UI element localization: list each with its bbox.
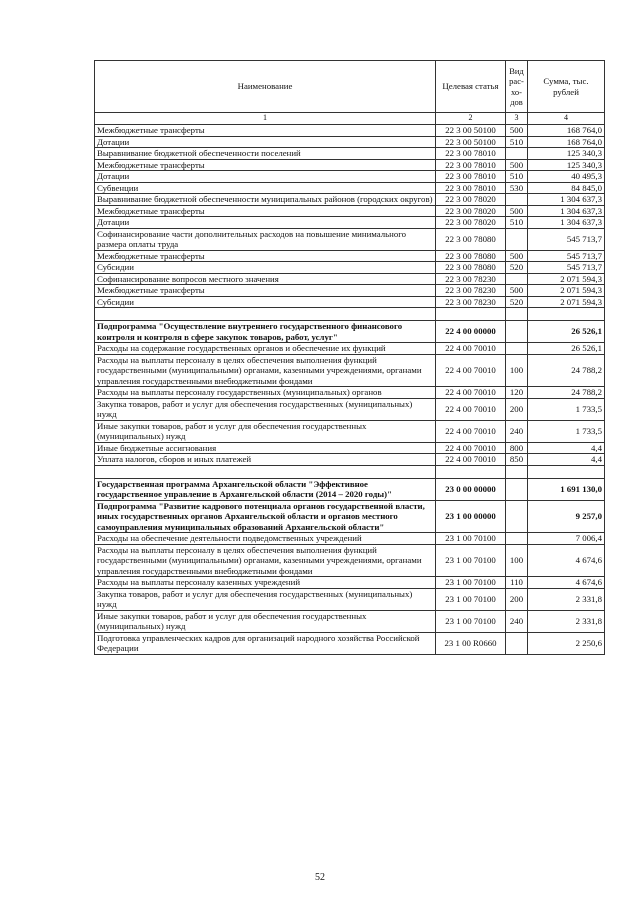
row-target-code: 22 3 00 78080 [436, 262, 506, 274]
row-expense-type [506, 273, 528, 285]
row-target-code: 23 1 00 R0660 [436, 632, 506, 654]
row-sum: 125 340,3 [528, 159, 605, 171]
spacer-row [95, 308, 605, 321]
row-name: Софинансирование части дополнительных расходов на повышение минимального размера оплаты труда [95, 228, 436, 250]
row-sum: 2 071 594,3 [528, 296, 605, 308]
table-row [95, 296, 605, 308]
row-expense-type: 500 [506, 159, 528, 171]
row-target-code: 22 3 00 50100 [436, 125, 506, 137]
row-expense-type: 510 [506, 171, 528, 183]
table-row [95, 136, 605, 148]
row-expense-type [506, 478, 528, 500]
table-row [95, 205, 605, 217]
row-sum: 545 713,7 [528, 262, 605, 274]
table-row [95, 478, 605, 500]
row-sum: 2 071 594,3 [528, 285, 605, 297]
table-row [95, 159, 605, 171]
row-expense-type [506, 321, 528, 343]
row-expense-type [506, 632, 528, 654]
row-name: Субвенции [95, 182, 436, 194]
column-number: 2 [436, 113, 506, 125]
row-target-code: 22 3 00 78010 [436, 148, 506, 160]
row-expense-type: 800 [506, 442, 528, 454]
row-name: Субсидии [95, 262, 436, 274]
row-sum: 2 331,8 [528, 588, 605, 610]
row-name: Межбюджетные трансферты [95, 125, 436, 137]
row-expense-type [506, 343, 528, 355]
row-target-code: 22 3 00 78230 [436, 285, 506, 297]
row-sum: 9 257,0 [528, 500, 605, 533]
table-row [95, 577, 605, 589]
row-target-code: 22 3 00 78230 [436, 296, 506, 308]
row-expense-type: 520 [506, 262, 528, 274]
row-name: Дотации [95, 171, 436, 183]
table-row [95, 420, 605, 442]
row-expense-type: 500 [506, 125, 528, 137]
row-sum: 26 526,1 [528, 343, 605, 355]
row-sum: 1 733,5 [528, 420, 605, 442]
row-target-code: 22 4 00 70010 [436, 398, 506, 420]
row-sum: 84 845,0 [528, 182, 605, 194]
row-name: Иные бюджетные ассигнования [95, 442, 436, 454]
table-row [95, 610, 605, 632]
row-expense-type [506, 194, 528, 206]
row-sum: 26 526,1 [528, 321, 605, 343]
row-sum: 40 495,3 [528, 171, 605, 183]
table-row [95, 194, 605, 206]
table-row [95, 454, 605, 466]
header-sum: Сумма, тыс. рублей [528, 61, 605, 113]
row-target-code: 22 4 00 70010 [436, 442, 506, 454]
table-row [95, 217, 605, 229]
row-sum: 1 304 637,3 [528, 217, 605, 229]
row-expense-type: 500 [506, 250, 528, 262]
row-name: Софинансирование вопросов местного значения [95, 273, 436, 285]
row-sum: 1 691 130,0 [528, 478, 605, 500]
row-sum: 1 304 637,3 [528, 205, 605, 217]
row-target-code: 22 3 00 78020 [436, 205, 506, 217]
table-row [95, 148, 605, 160]
row-sum: 545 713,7 [528, 250, 605, 262]
row-name: Выравнивание бюджетной обеспеченности поселений [95, 148, 436, 160]
row-name: Расходы на содержание государственных органов и обеспечение их функций [95, 343, 436, 355]
table-row [95, 500, 605, 533]
row-expense-type: 200 [506, 588, 528, 610]
row-name: Подпрограмма "Осуществление внутреннего государственного финансового контроля и контроля в сфере закупок товаров, работ, услуг" [95, 321, 436, 343]
row-expense-type: 110 [506, 577, 528, 589]
row-target-code: 22 4 00 70010 [436, 420, 506, 442]
row-target-code: 22 3 00 78230 [436, 273, 506, 285]
row-sum [528, 308, 605, 321]
table-row [95, 343, 605, 355]
row-expense-type: 120 [506, 387, 528, 399]
row-sum [528, 465, 605, 478]
table-row [95, 228, 605, 250]
header-expense-type: Вид рас-хо-дов [506, 61, 528, 113]
row-target-code [436, 465, 506, 478]
row-name: Межбюджетные трансферты [95, 285, 436, 297]
table-row [95, 544, 605, 577]
table-row [95, 533, 605, 545]
row-sum: 1 733,5 [528, 398, 605, 420]
table-row [95, 182, 605, 194]
row-expense-type: 520 [506, 296, 528, 308]
row-sum: 24 788,2 [528, 387, 605, 399]
row-name: Государственная программа Архангельской области "Эффективное государственное управление в Архангельской области (2014 – 2020 годы)" [95, 478, 436, 500]
table-header-row [95, 61, 605, 113]
column-number: 3 [506, 113, 528, 125]
table-row [95, 321, 605, 343]
row-name: Выравнивание бюджетной обеспеченности муниципальных районов (городских округов) [95, 194, 436, 206]
row-target-code: 22 4 00 00000 [436, 321, 506, 343]
row-name: Подготовка управленческих кадров для организаций народного хозяйства Российской Федерации [95, 632, 436, 654]
row-name: Дотации [95, 136, 436, 148]
row-target-code: 23 1 00 70100 [436, 544, 506, 577]
row-expense-type [506, 465, 528, 478]
row-name: Расходы на выплаты персоналу государственных (муниципальных) органов [95, 387, 436, 399]
row-target-code: 22 3 00 78010 [436, 171, 506, 183]
row-sum: 168 764,0 [528, 136, 605, 148]
row-target-code: 22 3 00 78020 [436, 194, 506, 206]
row-target-code: 23 1 00 70100 [436, 533, 506, 545]
row-expense-type: 200 [506, 398, 528, 420]
table-row [95, 262, 605, 274]
row-target-code: 23 1 00 00000 [436, 500, 506, 533]
table-row [95, 442, 605, 454]
row-sum: 24 788,2 [528, 354, 605, 387]
row-name: Дотации [95, 217, 436, 229]
table-row [95, 273, 605, 285]
row-expense-type: 510 [506, 136, 528, 148]
row-sum: 7 006,4 [528, 533, 605, 545]
row-name: Закупка товаров, работ и услуг для обеспечения государственных (муниципальных) нужд [95, 588, 436, 610]
row-sum: 2 331,8 [528, 610, 605, 632]
row-sum: 4 674,6 [528, 544, 605, 577]
column-number: 1 [95, 113, 436, 125]
row-name [95, 308, 436, 321]
table-row [95, 632, 605, 654]
row-expense-type: 500 [506, 205, 528, 217]
row-name: Закупка товаров, работ и услуг для обеспечения государственных (муниципальных) нужд [95, 398, 436, 420]
budget-table [94, 60, 605, 655]
table-row [95, 125, 605, 137]
row-name: Расходы на выплаты персоналу в целях обеспечения выполнения функций государственными (муниципальными) органами, казенными учреждениями, органами управления государственными внебюджетными фондами [95, 354, 436, 387]
page-number: 52 [315, 872, 325, 883]
row-expense-type: 240 [506, 610, 528, 632]
row-target-code: 22 3 00 50100 [436, 136, 506, 148]
row-name: Межбюджетные трансферты [95, 205, 436, 217]
row-name: Подпрограмма "Развитие кадрового потенциала органов государственной власти, иных государственных органов Архангельской области и органов местного самоуправления муниципальных образований Архангельской области" [95, 500, 436, 533]
row-name: Расходы на выплаты персоналу казенных учреждений [95, 577, 436, 589]
row-name [95, 465, 436, 478]
row-name: Уплата налогов, сборов и иных платежей [95, 454, 436, 466]
row-expense-type [506, 500, 528, 533]
row-name: Межбюджетные трансферты [95, 250, 436, 262]
row-target-code: 22 3 00 78010 [436, 159, 506, 171]
table-row [95, 398, 605, 420]
row-target-code: 23 0 00 00000 [436, 478, 506, 500]
row-expense-type [506, 533, 528, 545]
row-target-code: 22 4 00 70010 [436, 343, 506, 355]
column-number-row [95, 113, 605, 125]
row-name: Иные закупки товаров, работ и услуг для обеспечения государственных (муниципальных) нужд [95, 610, 436, 632]
spacer-row [95, 465, 605, 478]
table-row [95, 588, 605, 610]
row-target-code: 22 3 00 78020 [436, 217, 506, 229]
row-sum: 168 764,0 [528, 125, 605, 137]
row-expense-type: 100 [506, 544, 528, 577]
row-target-code: 22 4 00 70010 [436, 454, 506, 466]
table-row [95, 171, 605, 183]
row-target-code: 22 3 00 78010 [436, 182, 506, 194]
row-sum: 4 674,6 [528, 577, 605, 589]
table-row [95, 354, 605, 387]
header-name: Наименование [95, 61, 436, 113]
row-target-code [436, 308, 506, 321]
row-sum: 4,4 [528, 442, 605, 454]
row-expense-type [506, 308, 528, 321]
row-expense-type: 850 [506, 454, 528, 466]
row-expense-type [506, 148, 528, 160]
row-name: Межбюджетные трансферты [95, 159, 436, 171]
table-row [95, 285, 605, 297]
row-target-code: 23 1 00 70100 [436, 588, 506, 610]
row-target-code: 23 1 00 70100 [436, 577, 506, 589]
row-name: Иные закупки товаров, работ и услуг для обеспечения государственных (муниципальных) нужд [95, 420, 436, 442]
row-expense-type: 100 [506, 354, 528, 387]
row-target-code: 23 1 00 70100 [436, 610, 506, 632]
row-sum: 545 713,7 [528, 228, 605, 250]
row-expense-type: 510 [506, 217, 528, 229]
row-target-code: 22 4 00 70010 [436, 387, 506, 399]
row-expense-type: 500 [506, 285, 528, 297]
row-target-code: 22 3 00 78080 [436, 250, 506, 262]
column-number: 4 [528, 113, 605, 125]
row-expense-type: 530 [506, 182, 528, 194]
row-name: Расходы на обеспечение деятельности подведомственных учреждений [95, 533, 436, 545]
row-sum: 2 250,6 [528, 632, 605, 654]
row-target-code: 22 4 00 70010 [436, 354, 506, 387]
row-expense-type: 240 [506, 420, 528, 442]
row-sum: 1 304 637,3 [528, 194, 605, 206]
row-expense-type [506, 228, 528, 250]
row-name: Расходы на выплаты персоналу в целях обеспечения выполнения функций государственными (муниципальными) органами, казенными учреждениями, органами управления государственными внебюджетными фондами [95, 544, 436, 577]
row-name: Субсидии [95, 296, 436, 308]
row-sum: 125 340,3 [528, 148, 605, 160]
table-row [95, 387, 605, 399]
row-target-code: 22 3 00 78080 [436, 228, 506, 250]
header-target-article: Целевая статья [436, 61, 506, 113]
row-sum: 4,4 [528, 454, 605, 466]
row-sum: 2 071 594,3 [528, 273, 605, 285]
table-row [95, 250, 605, 262]
